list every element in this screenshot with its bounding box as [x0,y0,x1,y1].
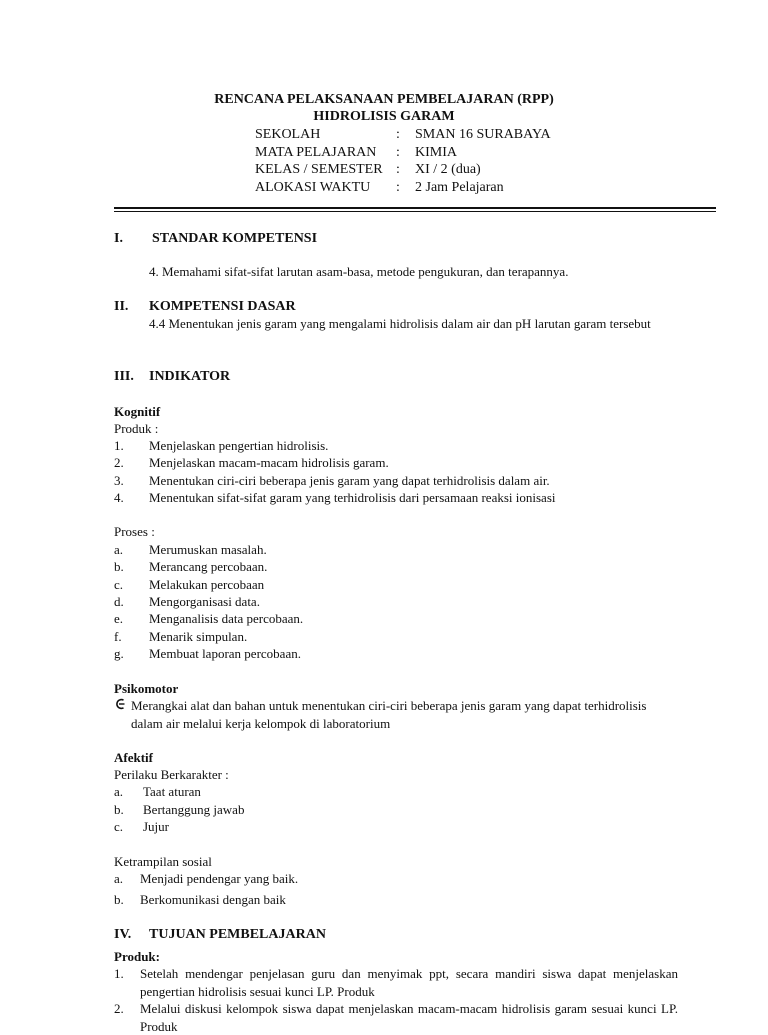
list-marker: e. [114,611,124,626]
list-item: Menentukan sifat-sifat garam yang terhidrolisis dari persamaan reaksi ionisasi [149,490,556,505]
section-2-number: II. [114,299,129,314]
section-2-text: 4.4 Menentukan jenis garam yang mengalami hidrolisis dalam air dan pH larutan garam tersebut [149,316,651,331]
arrow-bullet-icon [113,697,127,711]
perilaku-label: Perilaku Berkarakter : [114,767,229,782]
list-item: Berkomunikasi dengan baik [140,892,286,907]
section-1-text: 4. Memahami sifat-sifat larutan asam-basa, metode pengukuran, dan terapannya. [149,264,569,279]
list-marker: d. [114,594,124,609]
list-marker: a. [114,784,124,799]
list-item: Merancang percobaan. [149,559,268,574]
header-divider-thin [114,211,716,212]
ketrampilan-label: Ketrampilan sosial [114,854,212,869]
list-item: Menjelaskan macam-macam hidrolisis garam. [149,455,389,470]
list-marker: 2. [114,455,124,470]
meta-separator: : [396,127,400,142]
list-marker: c. [114,819,124,834]
list-item: Taat aturan [143,784,201,799]
list-marker: b. [114,802,124,817]
meta-value: SMAN 16 SURABAYA [415,127,551,142]
list-item: Mengorganisasi data. [149,594,260,609]
list-item: Menjadi pendengar yang baik. [140,871,299,886]
list-item: Bertanggung jawab [143,802,245,817]
header-divider-thick [114,207,716,209]
list-item: Menarik simpulan. [149,629,248,644]
list-marker: g. [114,646,124,661]
meta-separator: : [396,145,400,160]
list-marker: 2. [114,1001,124,1016]
meta-label: MATA PELAJARAN [255,145,377,160]
list-marker: 4. [114,490,124,505]
list-item: Melakukan percobaan [149,577,265,592]
produk-label: Produk : [114,421,159,436]
list-item: Membuat laporan percobaan. [149,646,301,661]
produk-heading: Produk: [114,949,160,964]
list-marker: a. [114,871,124,886]
list-item: Setelah mendengar penjelasan guru dan menyimak ppt, secara mandiri siswa dapat menjelaskan pengertian hidrolisis sesuai kunci LP. Produk [140,966,678,999]
list-item: Menentukan ciri-ciri beberapa jenis garam yang dapat terhidrolisis dalam air. [149,473,550,488]
meta-label: SEKOLAH [255,127,321,142]
list-item: Menganalisis data percobaan. [149,611,304,626]
section-4-number: IV. [114,927,132,942]
meta-value: 2 Jam Pelajaran [415,180,504,195]
section-1-number: I. [114,231,123,246]
list-marker: 1. [114,966,124,981]
document-subtitle: HIDROLISIS GARAM [313,109,455,124]
proses-label: Proses : [114,524,155,539]
list-marker: b. [114,559,124,574]
list-item: Jujur [143,819,169,834]
list-marker: a. [114,542,124,557]
psikomotor-heading: Psikomotor [114,681,179,696]
meta-label: KELAS / SEMESTER [255,162,383,177]
section-3-title: INDIKATOR [149,369,231,384]
afektif-heading: Afektif [114,750,153,765]
list-marker: f. [114,629,122,644]
list-item: Merumuskan masalah. [149,542,267,557]
meta-separator: : [396,180,400,195]
section-4-title: TUJUAN PEMBELAJARAN [149,927,326,942]
list-item: Menjelaskan pengertian hidrolisis. [149,438,329,453]
kognitif-heading: Kognitif [114,404,161,419]
list-marker: 1. [114,438,124,453]
list-item: Melalui diskusi kelompok siswa dapat menjelaskan macam-macam hidrolisis garam sesuai kunci LP. Produk [140,1001,678,1034]
list-marker: 3. [114,473,124,488]
meta-value: KIMIA [415,145,457,160]
section-1-title: STANDAR KOMPETENSI [152,231,318,246]
section-3-number: III. [114,369,134,384]
meta-separator: : [396,162,400,177]
document-title: RENCANA PELAKSANAAN PEMBELAJARAN (RPP) [214,92,554,107]
list-marker: b. [114,892,124,907]
section-2-title: KOMPETENSI DASAR [149,299,296,314]
psikomotor-text: Merangkai alat dan bahan untuk menentukan ciri-ciri beberapa jenis garam yang dapat terhidrolisis dalam air melalui kerja kelompok di laboratorium [131,698,647,731]
list-marker: c. [114,577,124,592]
meta-value: XI / 2 (dua) [415,162,481,177]
meta-label: ALOKASI WAKTU [255,180,371,195]
